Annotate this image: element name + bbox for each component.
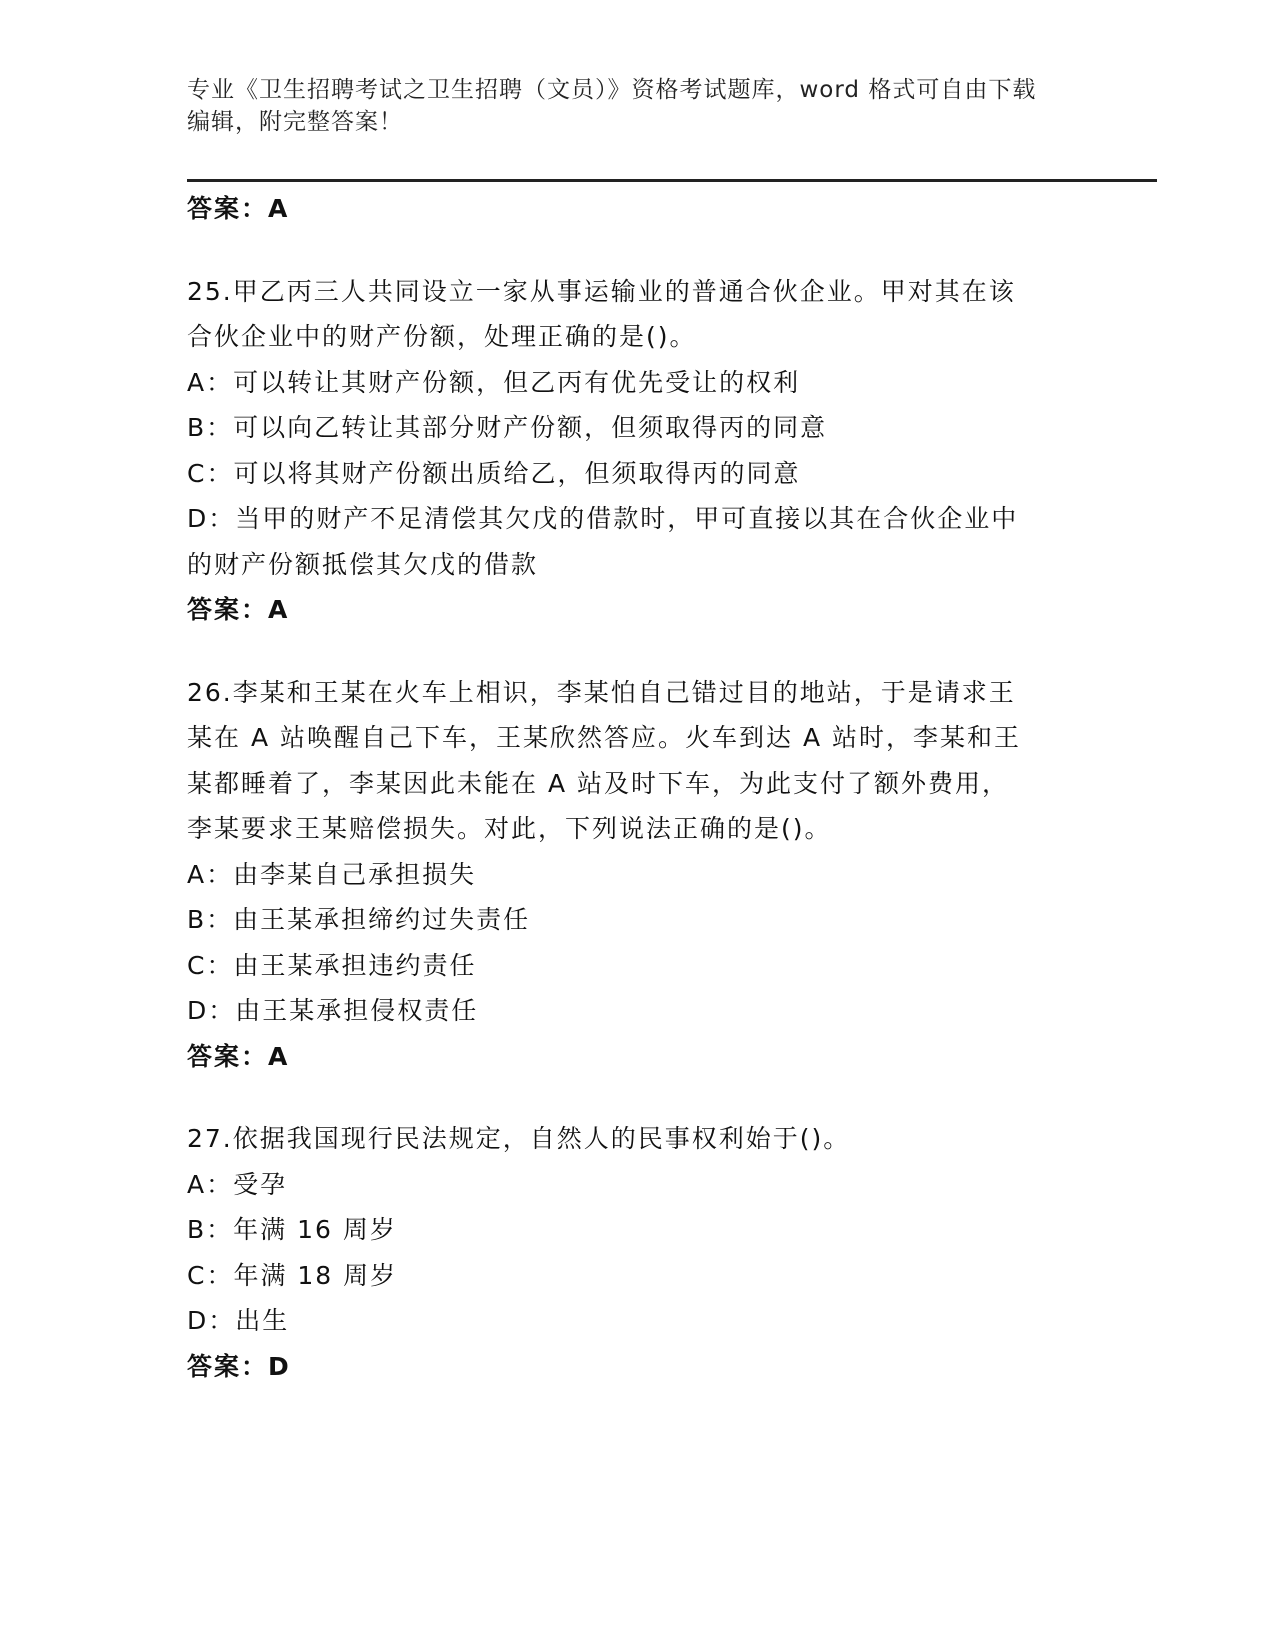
option-d: D：出生 xyxy=(187,1306,290,1335)
option-b: B：可以向乙转让其部分财产份额，但须取得丙的同意 xyxy=(187,413,828,442)
question-27 xyxy=(187,1116,1087,1389)
header-divider xyxy=(187,179,1157,182)
question-stem-line: 某在 A 站唤醒自己下车，王某欣然答应。火车到达 A 站时，李某和王 xyxy=(187,723,1021,752)
header-line-1: 专业《卫生招聘考试之卫生招聘（文员）》资格考试题库，word 格式可自由下载 xyxy=(187,77,1037,103)
question-stem-line: 26.李某和王某在火车上相识，李某怕自己错过目的地站，于是请求王 xyxy=(187,677,1016,707)
option-a: A：由李某自己承担损失 xyxy=(187,859,477,889)
question-stem-line: 27.依据我国现行民法规定，自然人的民事权利始于()。 xyxy=(187,1124,851,1153)
option-d: D：由王某承担侵权责任 xyxy=(187,996,479,1025)
previous-answer: 答案：A xyxy=(187,194,290,223)
option-c: C：可以将其财产份额出质给乙，但须取得丙的同意 xyxy=(187,458,801,488)
option-b: B：年满 16 周岁 xyxy=(187,1215,397,1244)
answer: 答案：D xyxy=(187,1351,291,1381)
question-stem-line: 李某要求王某赔偿损失。对此，下列说法正确的是()。 xyxy=(187,814,832,843)
document-header xyxy=(187,74,1087,138)
question-stem-line: 25.甲乙丙三人共同设立一家从事运输业的普通合伙企业。甲对其在该 xyxy=(187,276,1016,306)
option-c: C：由王某承担违约责任 xyxy=(187,950,477,980)
option-d-continued: 的财产份额抵偿其欠戊的借款 xyxy=(187,549,539,579)
answer: 答案：A xyxy=(187,1041,290,1071)
option-a: A：受孕 xyxy=(187,1169,288,1199)
option-a: A：可以转让其财产份额，但乙丙有优先受让的权利 xyxy=(187,367,801,397)
option-c: C：年满 18 周岁 xyxy=(187,1260,398,1290)
question-stem-line: 某都睡着了，李某因此未能在 A 站及时下车，为此支付了额外费用， xyxy=(187,768,1009,798)
answer: 答案：A xyxy=(187,595,290,624)
question-stem-line: 合伙企业中的财产份额，处理正确的是()。 xyxy=(187,322,697,351)
header-line-2: 编辑，附完整答案！ xyxy=(187,109,403,135)
question-25 xyxy=(187,269,1087,633)
option-b: B：由王某承担缔约过失责任 xyxy=(187,905,531,934)
option-d: D：当甲的财产不足清偿其欠戊的借款时，甲可直接以其在合伙企业中 xyxy=(187,504,1019,533)
question-list xyxy=(187,186,1087,1389)
question-26 xyxy=(187,670,1087,1080)
